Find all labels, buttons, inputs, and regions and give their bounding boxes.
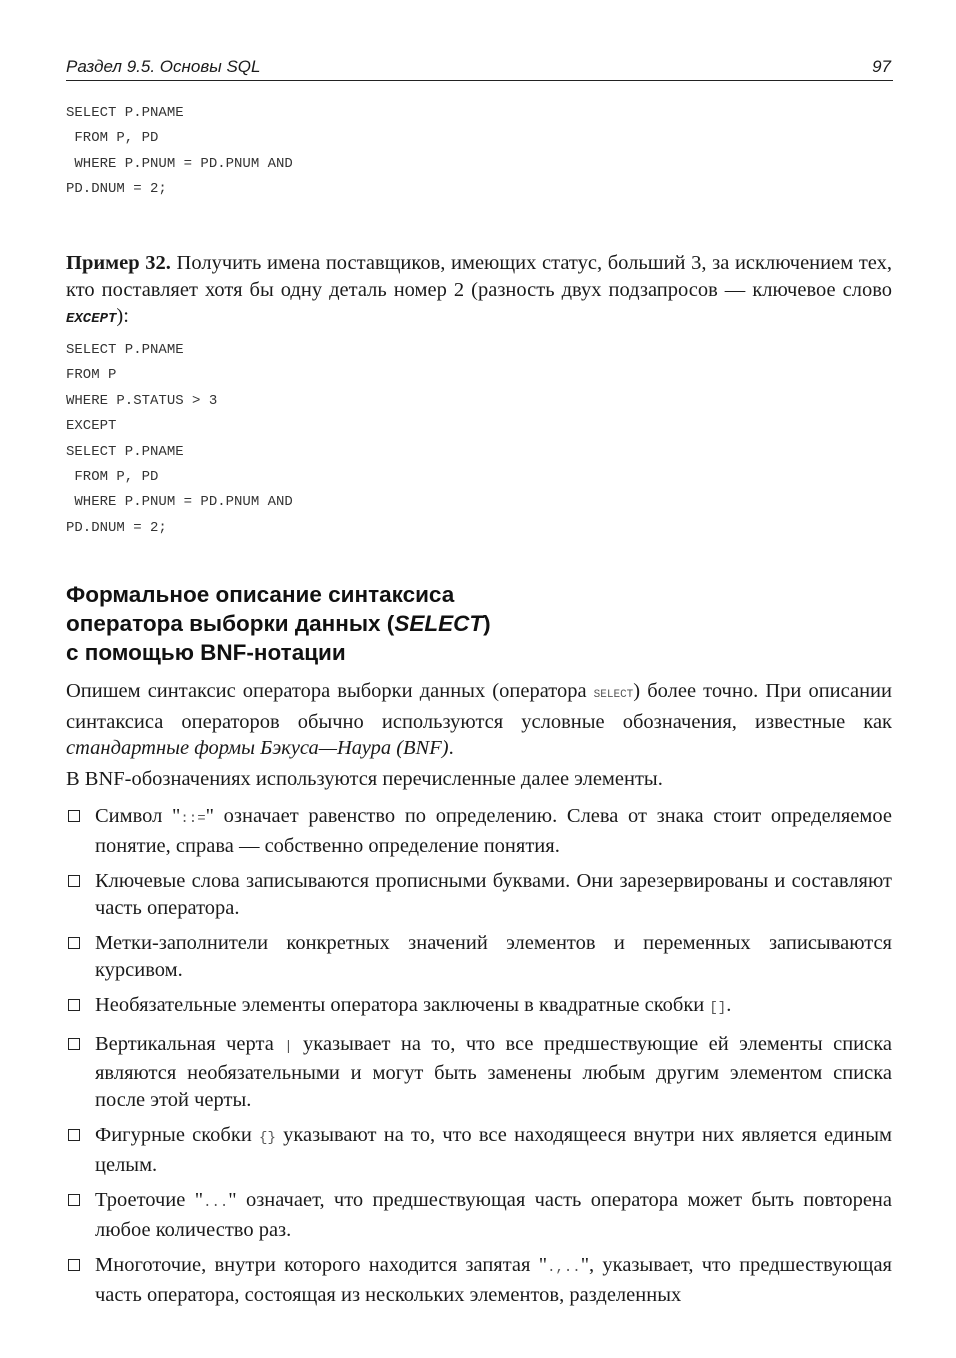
bnf-term: стандартные формы Бэкуса—Наура (BNF)	[66, 737, 449, 759]
checkbox-bullet-icon	[68, 1038, 80, 1050]
example-label: Пример 32.	[66, 252, 171, 274]
list-item	[66, 992, 892, 1022]
list-item-text: " означает равенство по определению. Слева от знака стоит определяемое понятие, справа — собственно определение понятия.	[95, 805, 892, 857]
list-item-text: ", указывает, что предшествующая часть оператора, состоящая из нескольких элементов, разделенных	[95, 1254, 892, 1306]
heading-line-1: Формальное описание синтаксиса	[66, 582, 455, 607]
definition-symbol: ::=	[180, 811, 206, 827]
code-block-1: SELECT P.PNAME FROM P, PD WHERE P.PNUM = PD.PNUM AND PD.DNUM = 2;	[66, 105, 293, 198]
bnf-elements-list	[66, 803, 892, 1317]
checkbox-bullet-icon	[68, 1194, 80, 1206]
intro-text-a: Опишем синтаксис оператора выборки данных (оператора	[66, 680, 594, 702]
list-item-text: Ключевые слова записываются прописными буквами. Они зарезервированы и составляют часть оператора.	[95, 870, 892, 919]
list-item-text: указывают на то, что все находящееся внутри них является единым целым.	[95, 1124, 892, 1176]
list-item	[66, 803, 892, 859]
list-item-text: .	[726, 994, 732, 1016]
list-item	[66, 1252, 892, 1308]
list-item	[66, 930, 892, 983]
list-item	[66, 1031, 892, 1114]
heading-select-keyword: SELECT	[394, 611, 484, 636]
bnf-elements-intro: В BNF-обозначениях используются перечисленные далее элементы.	[66, 768, 663, 790]
list-item-text: Фигурные скобки	[95, 1124, 260, 1146]
heading-line-2-pre: оператора выборки данных (	[66, 611, 395, 636]
intro-paragraph	[66, 678, 892, 762]
checkbox-bullet-icon	[68, 999, 80, 1011]
checkbox-bullet-icon	[68, 810, 80, 822]
example-tail: ):	[116, 305, 129, 327]
example-32-paragraph	[66, 250, 892, 333]
running-head	[66, 56, 893, 81]
list-item-text: Многоточие, внутри которого находится запятая "	[95, 1254, 548, 1276]
section-heading	[66, 580, 491, 667]
square-brackets-symbol: []	[709, 1000, 727, 1016]
vertical-bar-symbol: |	[284, 1038, 293, 1055]
list-item-text: Необязательные элементы оператора заключены в квадратные скобки	[95, 994, 710, 1016]
intro-text-b: ) более точно. При описании синтаксиса операторов обычно используются условные обозначения, известные как	[66, 680, 892, 733]
example-text: Получить имена поставщиков, имеющих статус, больший 3, за исключением тех, кто поставляет хотя бы одну деталь номер 2 (разность двух подзапросов — ключевое слово	[66, 252, 892, 301]
checkbox-bullet-icon	[68, 1259, 80, 1271]
code-block-2: SELECT P.PNAME FROM P WHERE P.STATUS > 3 EXCEPT SELECT P.PNAME FROM P, PD WHERE P.PNUM = PD.PNUM AND PD.DNUM = 2;	[66, 342, 293, 536]
section-title: Раздел 9.5. Основы SQL	[66, 57, 261, 76]
comma-ellipsis-symbol: .,..	[547, 1260, 581, 1276]
heading-line-3: с помощью BNF-нотации	[66, 640, 346, 665]
list-item-text: указывает на то, что все предшествующие ей элементы списка являются необязательными и могут быть заменены любым другим элементом списка после этой черты.	[95, 1032, 892, 1111]
checkbox-bullet-icon	[68, 1129, 80, 1141]
list-item-text: Вертикальная черта	[95, 1032, 285, 1055]
curly-braces-symbol: {}	[259, 1130, 276, 1146]
list-item-text: Метки-заполнители конкретных значений элементов и переменных записываются курсивом.	[95, 932, 892, 981]
list-item-text: Троеточие "	[95, 1189, 204, 1211]
page-number: 97	[872, 57, 891, 76]
list-item-text: " означает, что предшествующая часть оператора может быть повторена любое количество раз.	[95, 1189, 892, 1241]
list-item	[66, 1122, 892, 1178]
heading-line-2-post: )	[483, 611, 491, 636]
ellipsis-symbol: ...	[203, 1195, 229, 1211]
except-keyword: EXCEPT	[66, 311, 117, 327]
checkbox-bullet-icon	[68, 875, 80, 887]
checkbox-bullet-icon	[68, 937, 80, 949]
list-item	[66, 868, 892, 921]
select-inline-code: SELECT	[593, 689, 634, 701]
intro-text-c: .	[448, 737, 454, 759]
list-item-text: Символ "	[95, 805, 181, 827]
list-item	[66, 1187, 892, 1243]
